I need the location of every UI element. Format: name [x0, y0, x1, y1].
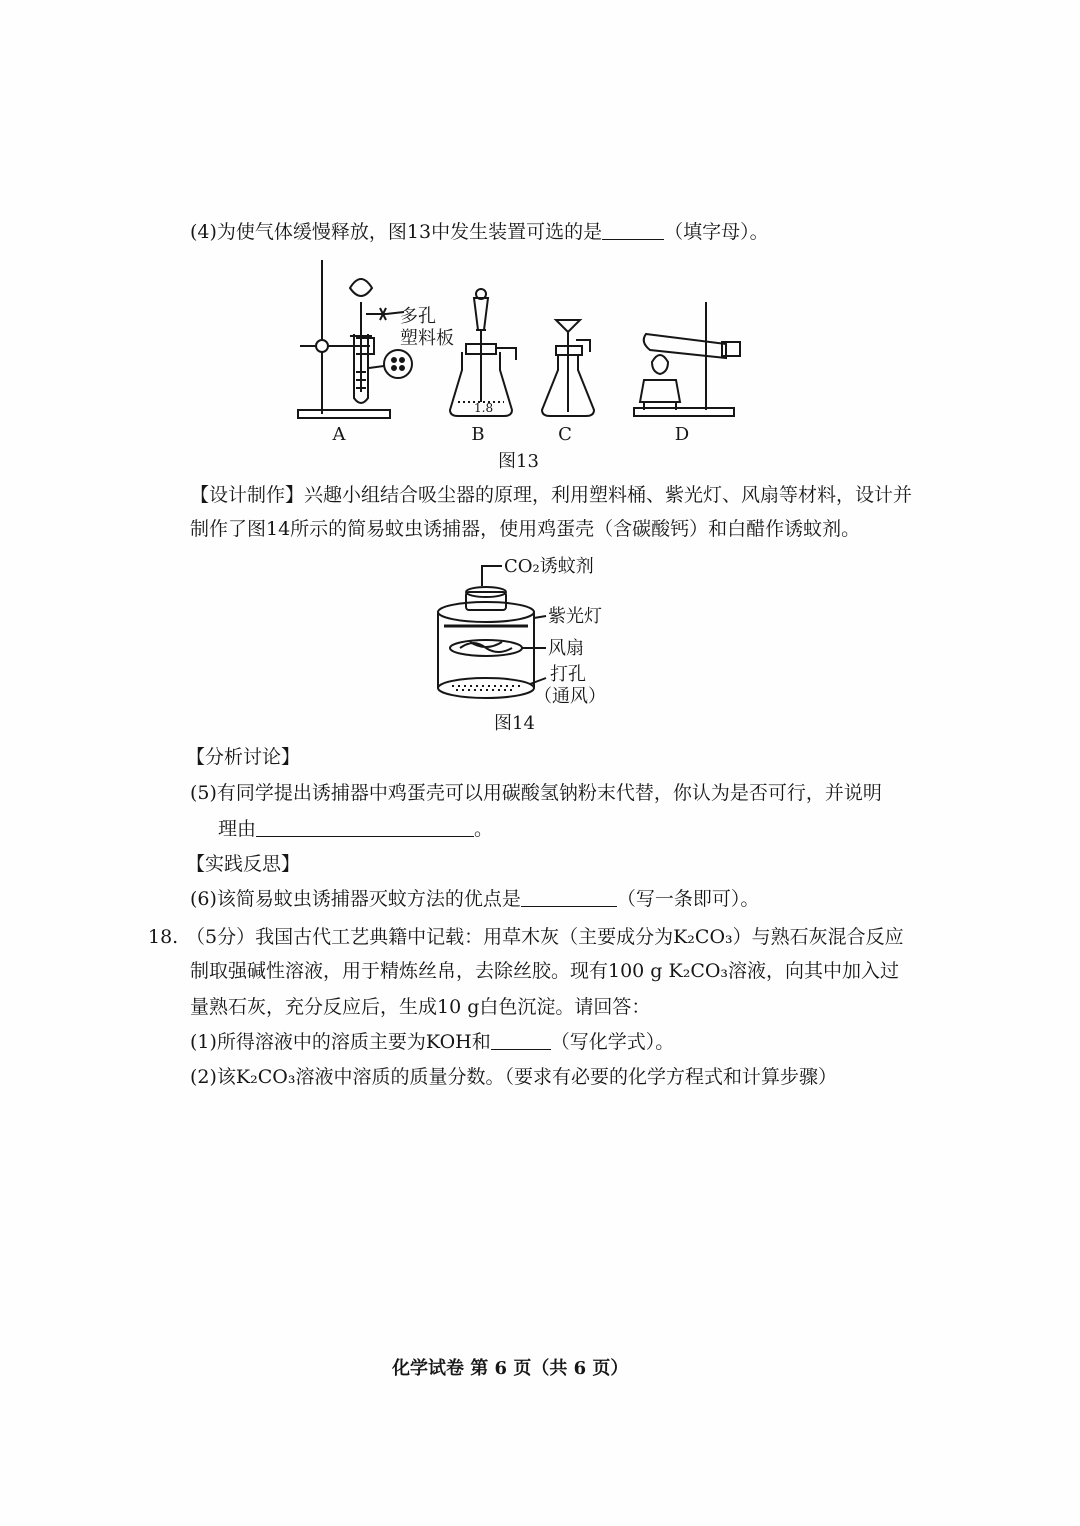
question-18-1 — [190, 1029, 674, 1055]
question-18-number: 18. — [148, 926, 179, 948]
answer-blank-5[interactable] — [256, 818, 474, 837]
figure-14-caption: 图14 — [494, 713, 535, 734]
question-17-4 — [190, 219, 769, 245]
label-b: B — [471, 424, 485, 445]
question-17-4-hint: （填字母）。 — [664, 221, 769, 243]
svg-text:1.8: 1.8 — [474, 401, 494, 415]
label-co2-lure: CO₂诱蚊剂 — [504, 556, 594, 577]
answer-blank-4[interactable] — [602, 221, 664, 240]
question-17-5-line-2 — [218, 816, 493, 842]
answer-blank-18-1[interactable] — [491, 1031, 551, 1050]
label-ventilation: （通风） — [534, 686, 606, 707]
apparatus-a — [298, 260, 412, 418]
reason-period: 。 — [474, 818, 494, 840]
label-violet-lamp: 紫光灯 — [548, 606, 602, 627]
analysis-heading: 【分析讨论】 — [186, 746, 301, 768]
apparatus-d — [634, 302, 740, 416]
label-d: D — [674, 424, 690, 445]
question-18-2: (2)该K₂CO₃溶液中溶质的质量分数。（要求有必要的化学方程式和计算步骤） — [190, 1066, 837, 1088]
label-a: A — [332, 424, 346, 445]
question-17-4-text: (4)为使气体缓慢释放，图13中发生装置可选的是 — [190, 221, 603, 243]
trap-body — [438, 566, 546, 698]
label-porous-plate-1: 多孔 — [400, 306, 436, 327]
question-17-5-line-1: (5)有同学提出诱捕器中鸡蛋壳可以用碳酸氢钠粉末代替，你认为是否可行，并说明 — [190, 782, 882, 804]
question-17-6 — [190, 886, 759, 912]
design-line-2: 制作了图14所示的简易蚊虫诱捕器，使用鸡蛋壳（含碳酸钙）和白醋作诱蚊剂。 — [190, 518, 861, 540]
question-18-line-1: （5分）我国古代工艺典籍中记载：用草木灰（主要成分为K₂CO₃）与熟石灰混合反应 — [186, 926, 904, 948]
page-footer: 化学试卷 第 6 页（共 6 页） — [392, 1358, 629, 1379]
question-18-line-2: 制取强碱性溶液，用于精炼丝帛，去除丝胶。现有100 g K₂CO₃溶液，向其中加入过 — [190, 960, 900, 982]
reflection-heading: 【实践反思】 — [186, 853, 301, 875]
question-17-6-text: (6)该简易蚊虫诱捕器灭蚊方法的优点是 — [190, 888, 521, 910]
figure-13-apparatus — [290, 252, 760, 452]
apparatus-b — [450, 289, 516, 416]
question-17-6-hint: （写一条即可）。 — [616, 888, 760, 910]
label-c: C — [558, 424, 572, 445]
label-holes: 打孔 — [550, 664, 586, 685]
label-porous-plate-2: 塑料板 — [400, 328, 454, 349]
figure-13-caption: 图13 — [498, 451, 539, 472]
apparatus-c — [542, 320, 594, 416]
question-18-1-text: (1)所得溶液中的溶质主要为KOH和 — [190, 1031, 491, 1053]
design-line-1: 【设计制作】兴趣小组结合吸尘器的原理，利用塑料桶、紫光灯、风扇等材料，设计并 — [190, 484, 913, 506]
question-18-1-hint: （写化学式）。 — [550, 1031, 675, 1053]
question-18-line-3: 量熟石灰，充分反应后，生成10 g白色沉淀。请回答： — [190, 996, 651, 1018]
answer-blank-6[interactable] — [521, 888, 617, 907]
reason-label: 理由 — [218, 818, 257, 840]
label-fan: 风扇 — [548, 638, 584, 659]
figure-14-mosquito-trap — [430, 550, 630, 712]
